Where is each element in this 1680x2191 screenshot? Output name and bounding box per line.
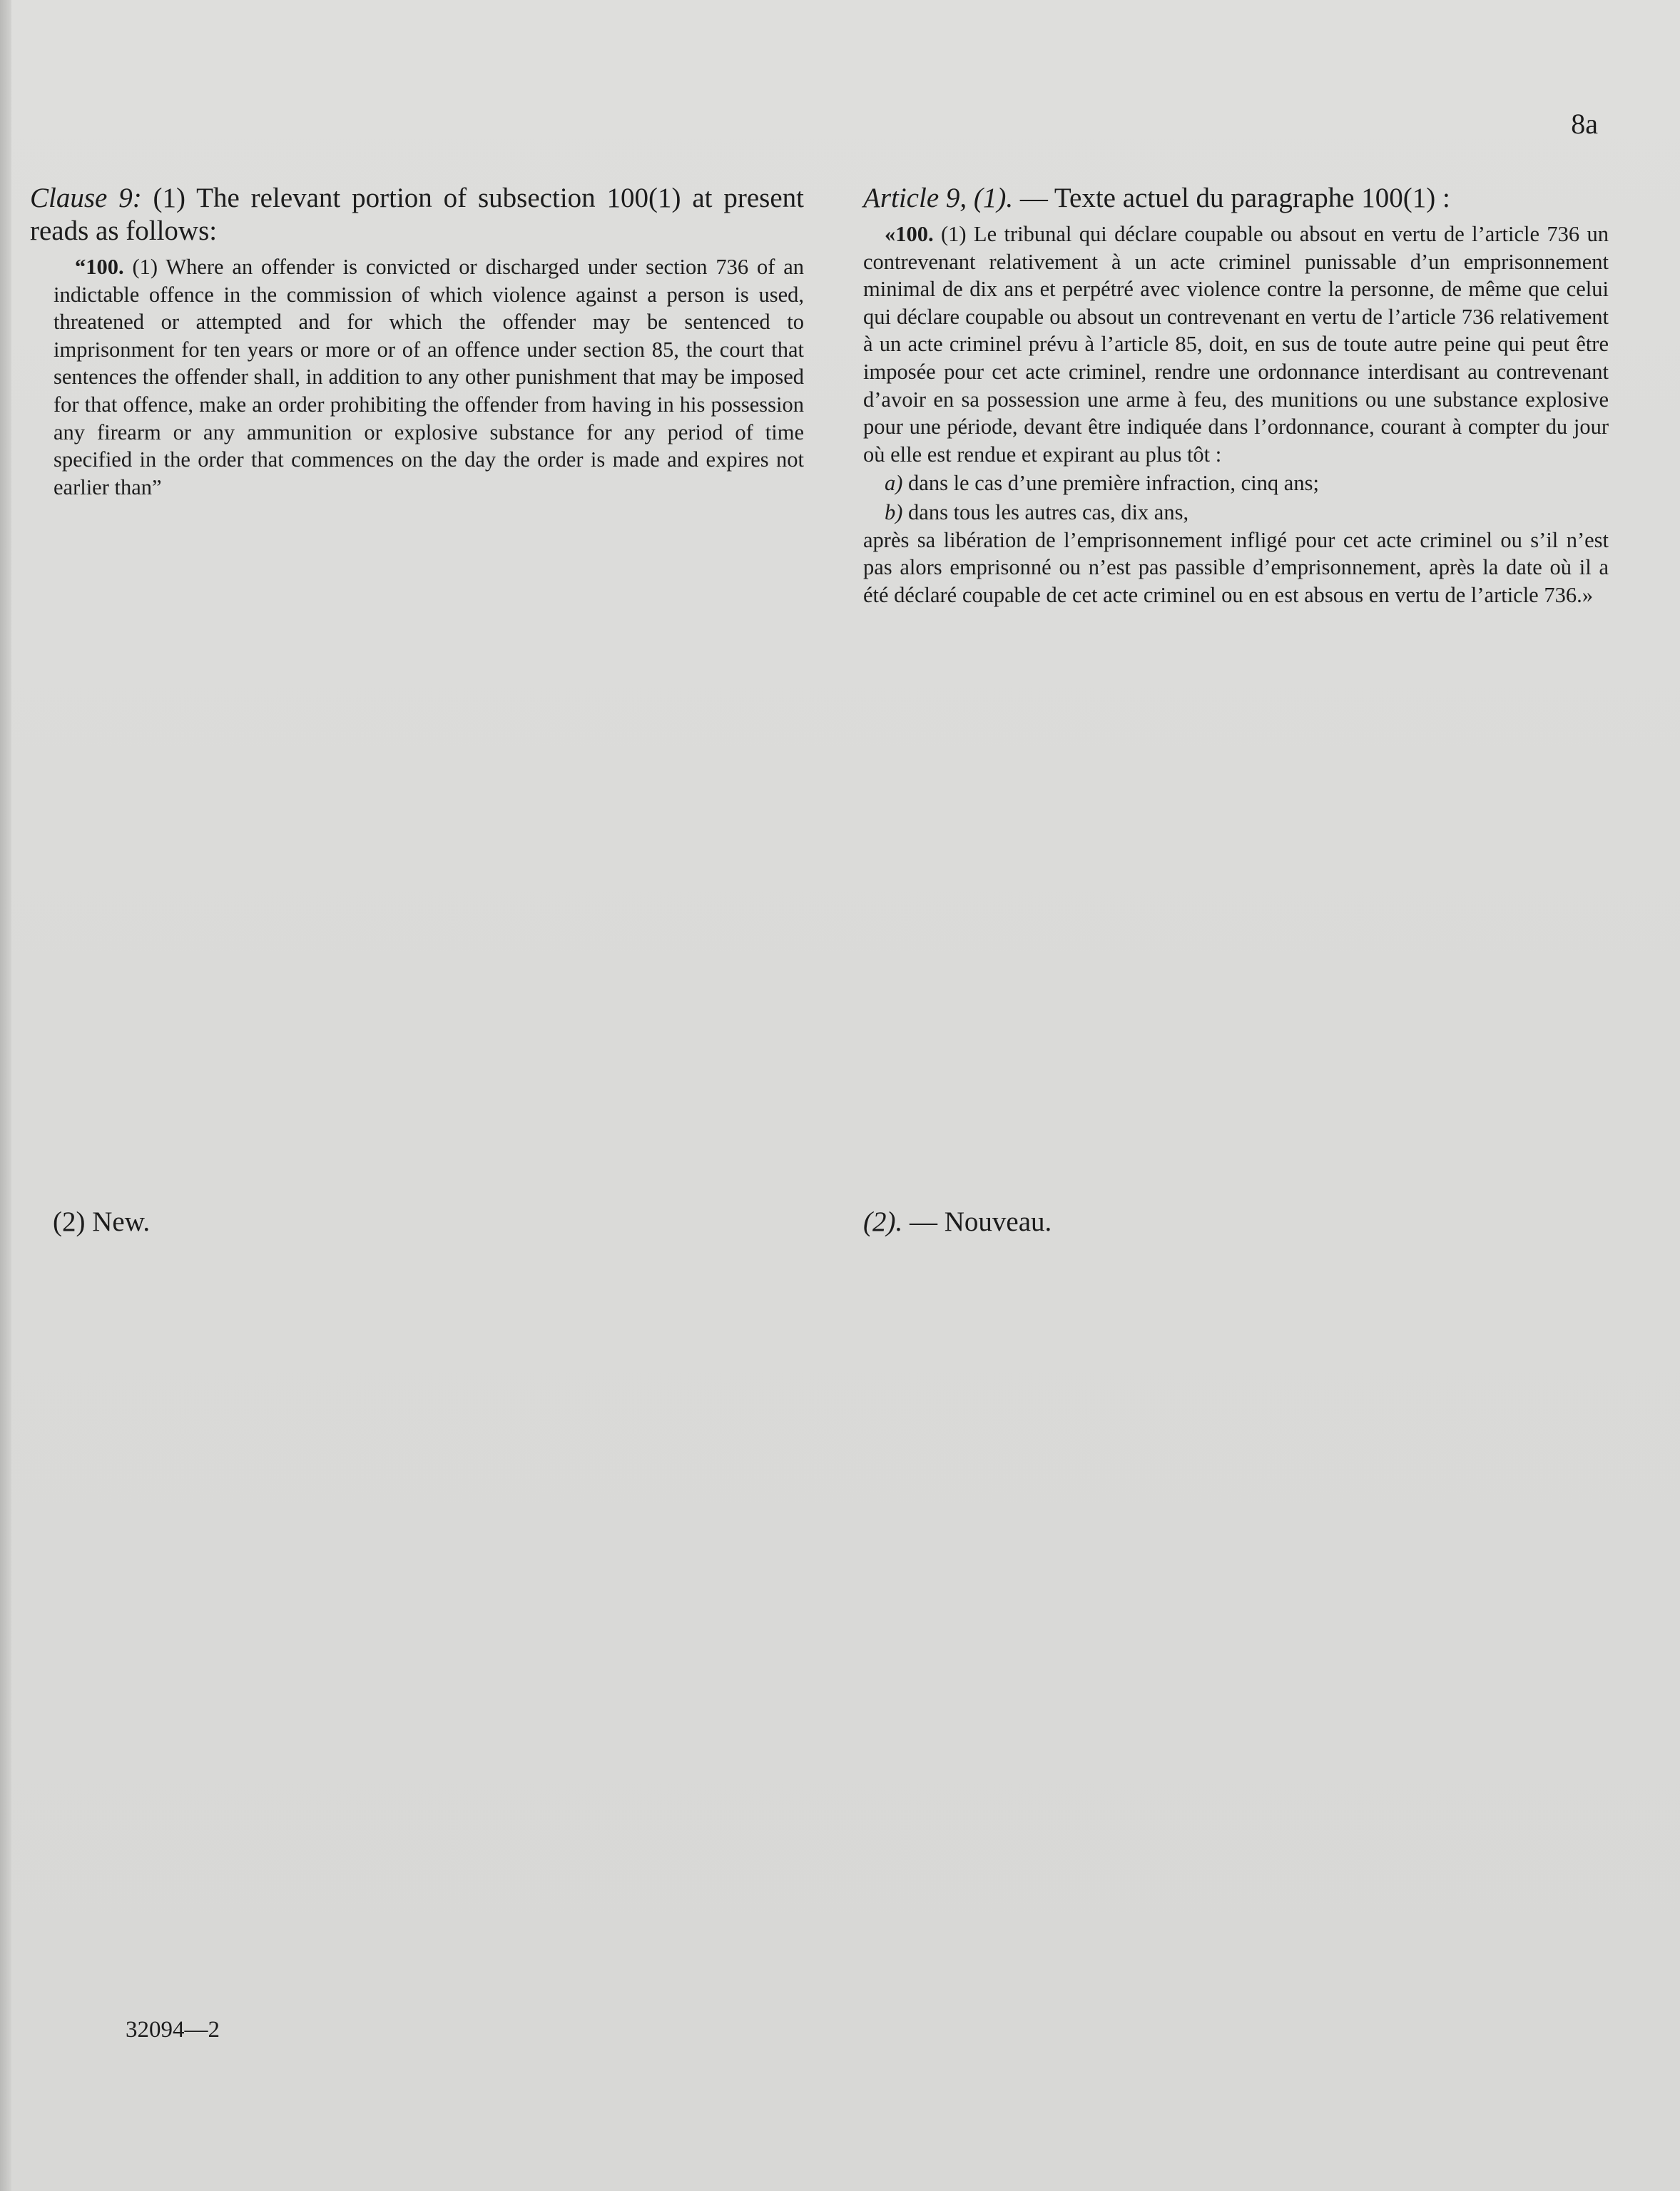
english-clause-heading — [30, 182, 804, 248]
page-edge-shadow — [0, 0, 11, 2191]
paragraph-b-text: dans tous les autres cas, dix ans, — [902, 499, 1189, 524]
paragraph-a-text: dans le cas d’une première infraction, cinq ans; — [902, 471, 1319, 496]
section-number-fr: «100. — [885, 222, 934, 246]
english-quoted-provision — [54, 253, 804, 501]
french-article-heading — [863, 182, 1609, 215]
paragraph-b-label: b) — [885, 499, 903, 524]
french-new-label: (2). — [863, 1206, 903, 1237]
clause-heading-text: (1) The relevant portion of subsection 100(1) at present reads as follows: — [30, 183, 804, 246]
section-number: “100. — [75, 255, 124, 279]
article-heading-text: — Texte actuel du paragraphe 100(1) : — [1013, 183, 1450, 213]
french-quoted-provision — [863, 220, 1609, 468]
paragraph-a-label: a) — [885, 471, 903, 496]
french-new-text: — Nouveau. — [902, 1206, 1052, 1237]
provision-text-fr: (1) Le tribunal qui déclare coupable ou absout en vertu de l’article 736 un contrevenant relativement à un acte criminel punissable d’un emprisonnement minimal de dix ans et perpétré avec violence contre la personne, de même que celui qui déclare coupable ou absout un contrevenant en vertu de l’article 736 relativement à un acte criminel prévu à l’article 85, doit, en sus de toute autre peine qui peut être imposée pour cet acte criminel, rendre une ordonnance interdisant au contrevenant d’avoir en sa possession une arme à feu, des munitions ou une substance explosive pour une période, devant être indiquée dans l’ordonnance, courant à compter du jour où elle est rendue et expirant au plus tôt : — [863, 222, 1609, 467]
french-closing-text: après sa libération de l’emprisonnement infligé pour cet acte criminel ou s’il n’est pas alors emprisonné ou n’est pas passible d’emprisonnement, après la date où il a été déclaré coupable de cet acte criminel ou en est absous en vertu de l’article 736.» — [863, 527, 1609, 607]
clause-label: Clause 9: — [30, 183, 142, 213]
paragraph-a — [885, 469, 1609, 497]
paragraph-b — [885, 499, 1609, 527]
provision-text: (1) Where an offender is convicted or discharged under section 736 of an indictable offence in the commission of which violence against a person is used, threatened or attempted and for which the offender may be sentenced to imprisonment for ten years or more or of an offence under section 85, the court that sentences the offender shall, in addition to any other punishment that may be imposed for that offence, make an order prohibiting the offender from having in his possession any firearm or any ammunition or explosive substance for any period of time specified in the order that commences on the day the order is made and expires not earlier than” — [54, 255, 804, 499]
french-new-note — [863, 1206, 1052, 1239]
article-label: Article 9, (1). — [863, 183, 1014, 213]
english-new-note: (2) New. — [53, 1206, 151, 1237]
print-code: 32094—2 — [126, 2017, 220, 2043]
page-number: 8a — [1571, 108, 1598, 140]
english-column — [30, 182, 804, 501]
french-column — [863, 182, 1609, 609]
